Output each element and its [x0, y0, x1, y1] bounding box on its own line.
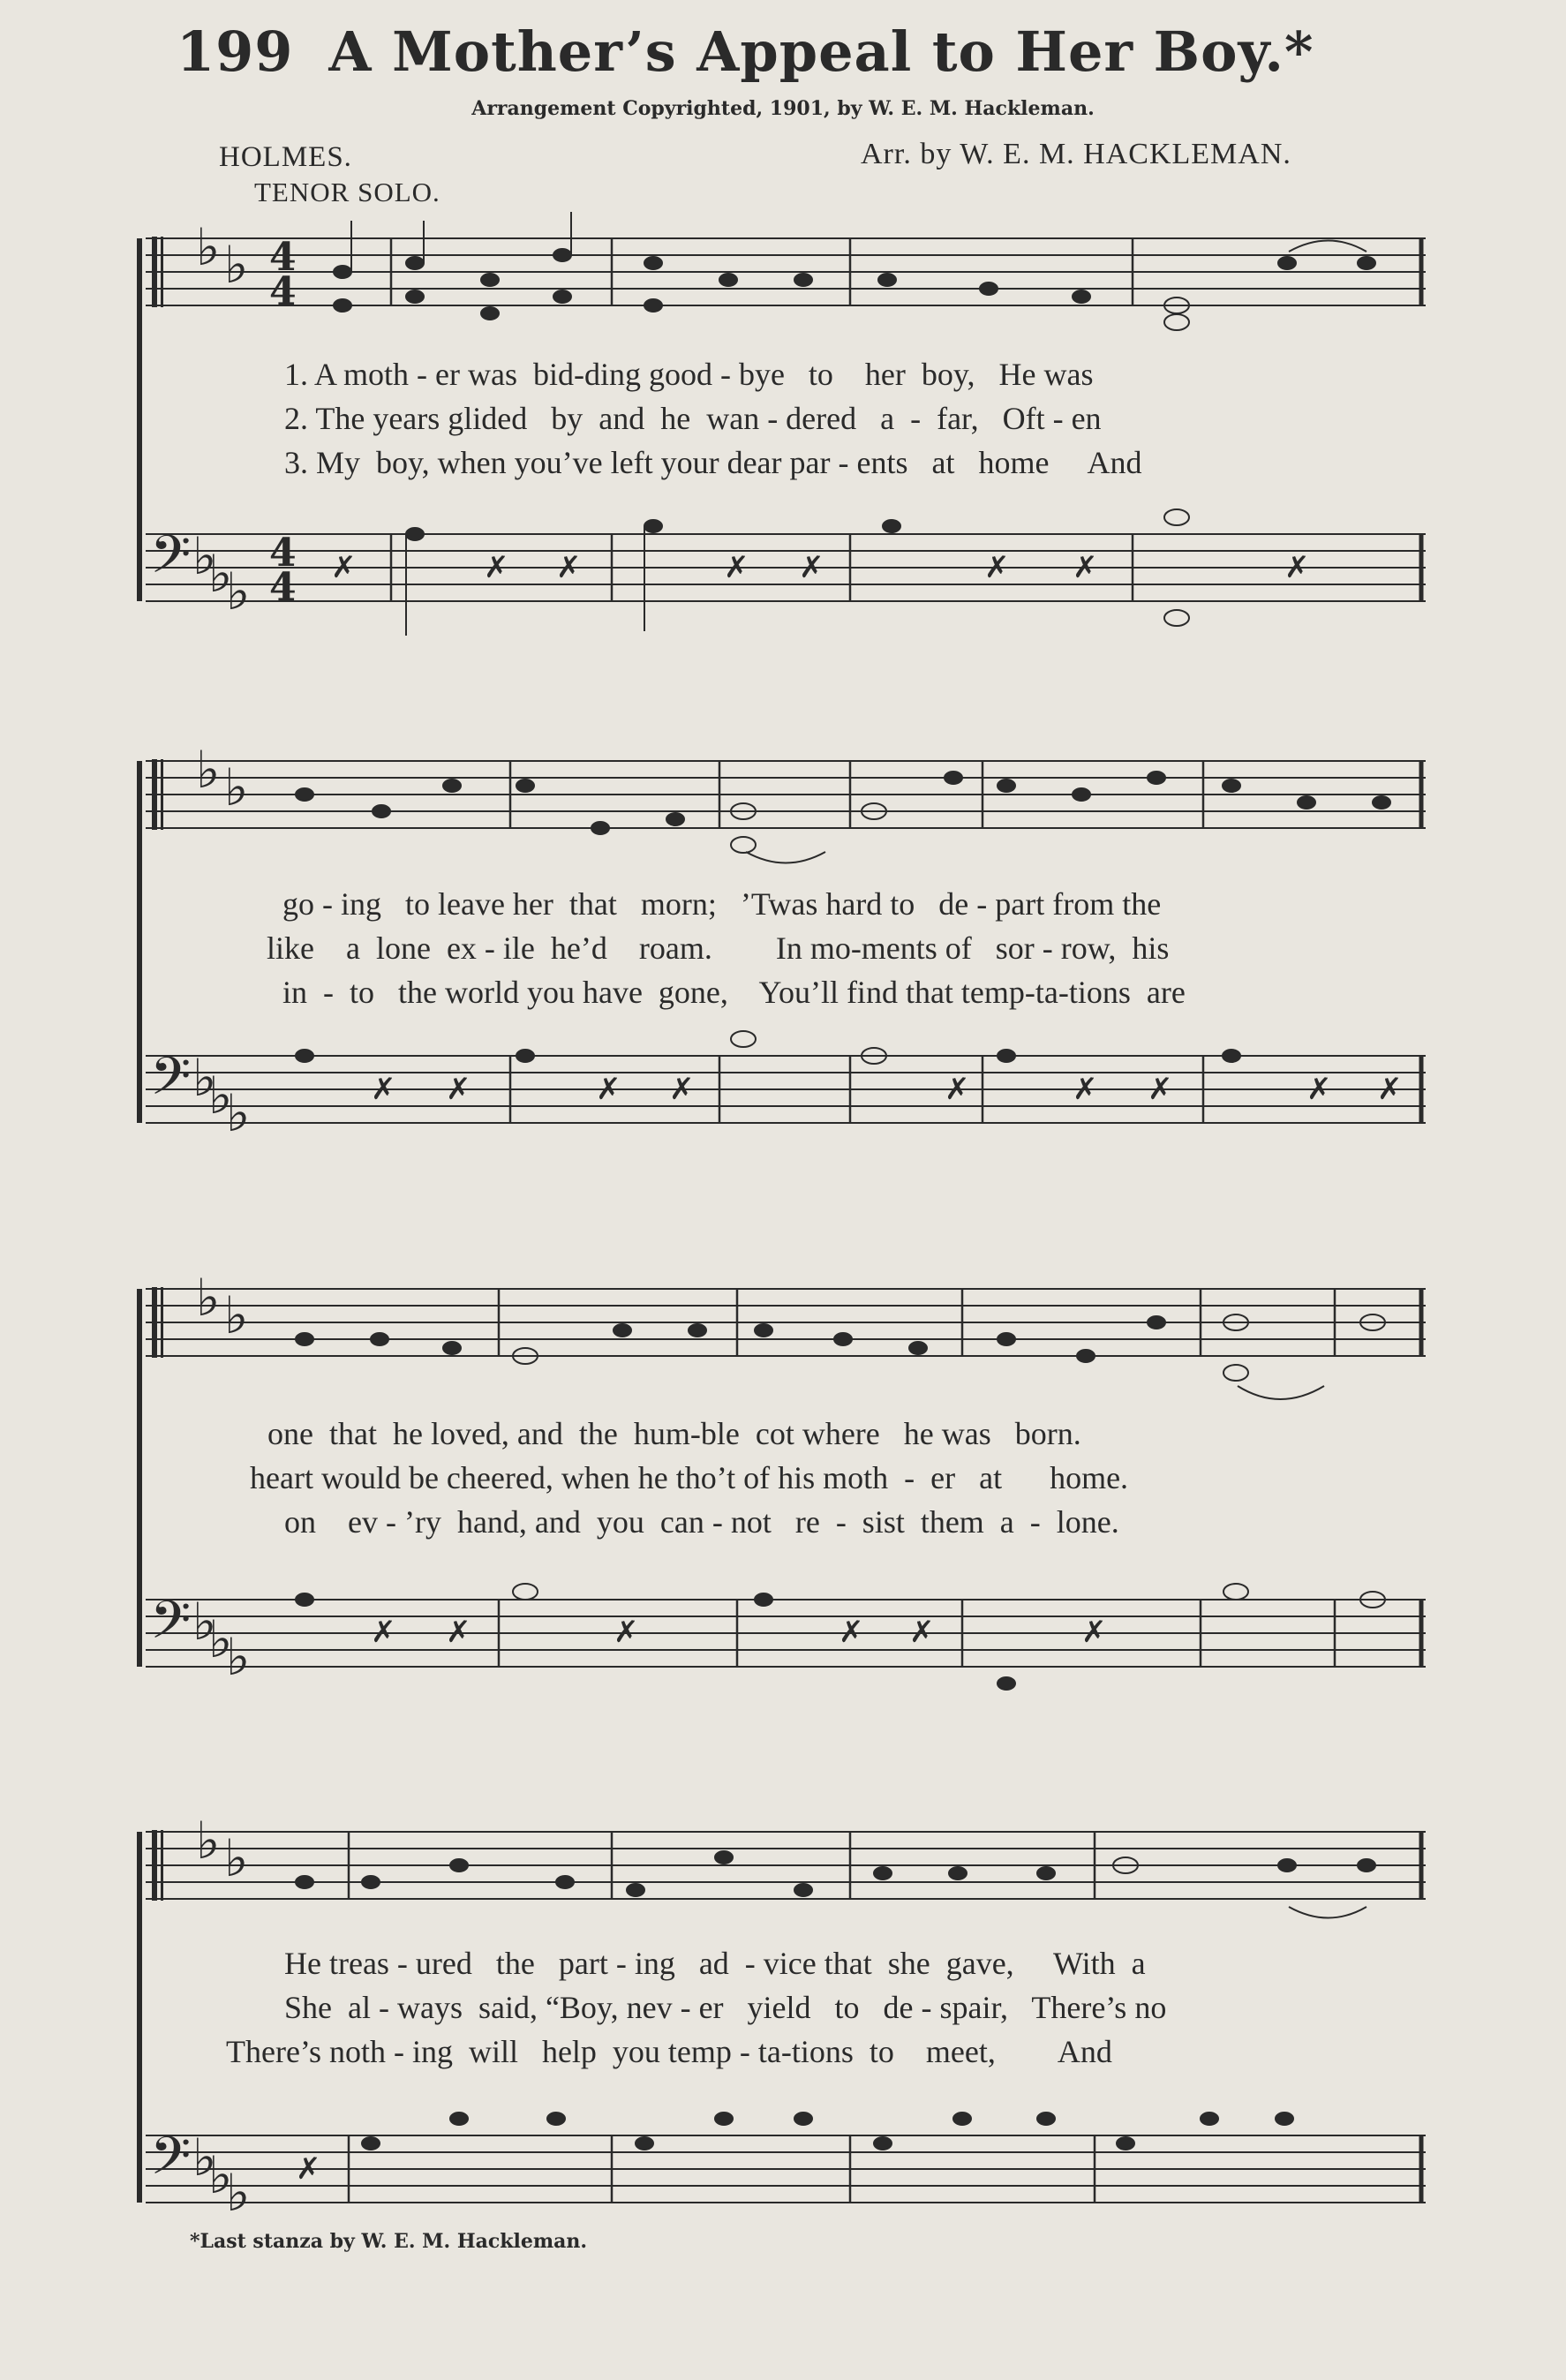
- svg-text:𝄢: 𝄢: [150, 523, 192, 598]
- system-1-verse-2: 2. The years glided by and he wan - dered a - far, Oft - en: [284, 401, 1102, 436]
- clefs-and-signatures: [150, 217, 297, 2223]
- svg-text:♭: ♭: [192, 526, 217, 586]
- svg-text:4: 4: [269, 565, 297, 610]
- svg-text:♭: ♭: [196, 217, 221, 277]
- svg-text:✗: ✗: [839, 1615, 864, 1650]
- svg-text:✗: ✗: [1073, 1072, 1098, 1107]
- system-3-verse-3: on ev - ’ry hand, and you can - not re - sist them a - lone.: [284, 1504, 1119, 1540]
- hymn-title: A Mother’s Appeal to Her Boy.*: [328, 19, 1314, 84]
- svg-text:✗: ✗: [984, 550, 1010, 585]
- svg-text:4: 4: [269, 269, 297, 314]
- svg-text:♭: ♭: [192, 1592, 217, 1652]
- system-3-verse-2: heart would be cheered, when he tho’t of his moth - er at home.: [250, 1460, 1129, 1495]
- svg-text:✗: ✗: [799, 550, 824, 585]
- system-4-verse-2: She al - ways said, “Boy, nev - er yield to de - spair, There’s no: [284, 1990, 1167, 2025]
- svg-text:✗: ✗: [909, 1615, 935, 1650]
- system-3-bass-staff: [146, 1600, 1426, 1667]
- svg-text:✗: ✗: [1284, 550, 1310, 585]
- system-3-verse-1: one that he loved, and the hum-ble cot where he was born.: [267, 1416, 1081, 1451]
- notes: [296, 212, 1390, 2150]
- copyright-notice: Arrangement Copyrighted, 1901, by W. E. M. Hackleman.: [471, 97, 1095, 120]
- svg-text:𝄢: 𝄢: [150, 2125, 192, 2199]
- svg-text:♭: ♭: [226, 1627, 251, 1687]
- svg-text:♭: ♭: [196, 740, 221, 800]
- svg-text:♭: ♭: [224, 235, 249, 295]
- svg-text:♭: ♭: [192, 1048, 217, 1108]
- svg-text:✗: ✗: [371, 1072, 396, 1107]
- svg-text:✗: ✗: [556, 550, 582, 585]
- svg-text:♭: ♭: [196, 1268, 221, 1328]
- system-2-bass-staff: [146, 1056, 1426, 1123]
- svg-text:♭: ♭: [224, 1828, 249, 1888]
- svg-text:✗: ✗: [1377, 1072, 1403, 1107]
- svg-text:✗: ✗: [945, 1072, 970, 1107]
- svg-text:✗: ✗: [446, 1615, 471, 1650]
- svg-text:✗: ✗: [371, 1615, 396, 1650]
- system-2-verse-2: like a lone ex - ile he’d roam. In mo-ments of sor - row, his: [267, 930, 1170, 966]
- system-1-verse-1: 1. A moth - er was bid-ding good - bye to her boy, He was: [284, 357, 1094, 392]
- svg-text:♭: ♭: [196, 1811, 221, 1871]
- svg-text:✗: ✗: [484, 550, 509, 585]
- svg-text:✗: ✗: [1081, 1615, 1107, 1650]
- system-2-verse-3: in - to the world you have gone, You’ll find that temp-ta-tions are: [282, 975, 1186, 1010]
- barlines: [349, 238, 1421, 2203]
- footnote: *Last stanza by W. E. M. Hackleman.: [190, 2230, 588, 2253]
- svg-text:✗: ✗: [724, 550, 749, 585]
- svg-text:✗: ✗: [331, 550, 357, 585]
- system-2-verse-1: go - ing to leave her that morn; ’Twas hard to de - part from the: [282, 886, 1162, 922]
- svg-text:♭: ♭: [224, 1285, 249, 1345]
- composer-name: HOLMES.: [219, 141, 352, 173]
- system-4-verse-3: There’s noth - ing will help you temp - ta-tions to meet, And: [226, 2034, 1112, 2069]
- flat-signs: [192, 217, 250, 2223]
- svg-text:4: 4: [269, 235, 297, 280]
- system-4-bass-staff: [146, 2135, 1426, 2203]
- system-3-treble-staff: [146, 1289, 1426, 1356]
- svg-text:♭: ♭: [208, 1609, 233, 1669]
- svg-text:✗: ✗: [296, 2151, 321, 2187]
- svg-text:4: 4: [269, 531, 297, 576]
- svg-text:♭: ♭: [224, 757, 249, 817]
- svg-text:✗: ✗: [614, 1615, 639, 1650]
- svg-text:𝄢: 𝄢: [150, 1045, 192, 1119]
- system-4-treble-staff: [146, 1832, 1426, 1899]
- system-2-treble-staff: [146, 761, 1426, 828]
- svg-text:✗: ✗: [1148, 1072, 1173, 1107]
- system-4-verse-1: He treas - ured the part - ing ad - vice that she gave, With a: [284, 1946, 1146, 1981]
- hymn-number: 199: [177, 19, 294, 84]
- svg-text:♭: ♭: [208, 1066, 233, 1126]
- system-1-verse-3: 3. My boy, when you’ve left your dear par - ents at home And: [284, 445, 1142, 480]
- svg-text:♭: ♭: [226, 2163, 251, 2223]
- svg-text:✗: ✗: [446, 1072, 471, 1107]
- svg-text:♭: ♭: [226, 561, 251, 621]
- svg-text:♭: ♭: [192, 2128, 217, 2188]
- svg-text:✗: ✗: [1306, 1072, 1332, 1107]
- svg-text:♭: ♭: [226, 1083, 251, 1143]
- svg-text:𝄢: 𝄢: [150, 1589, 192, 1663]
- arranger-credit: Arr. by W. E. M. HACKLEMAN.: [861, 138, 1291, 170]
- svg-text:✗: ✗: [1073, 550, 1098, 585]
- svg-text:♭: ♭: [208, 2145, 233, 2205]
- svg-text:♭: ♭: [208, 544, 233, 604]
- svg-text:✗: ✗: [596, 1072, 621, 1107]
- voice-part-label: TENOR SOLO.: [254, 177, 440, 207]
- svg-text:✗: ✗: [669, 1072, 695, 1107]
